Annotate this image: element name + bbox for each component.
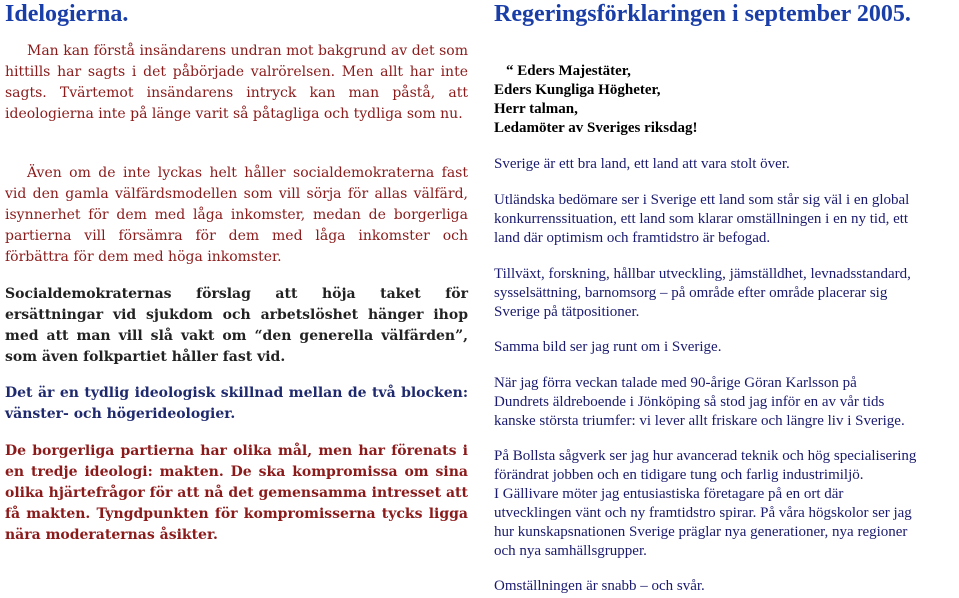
text-line: På Bollsta sågverk ser jag hur avancerad teknik och hög specialisering — [494, 448, 917, 464]
left-paragraph-1: Man kan förstå insändarens undran mot bakgrund av det som hittills har sagts i det påbörjade valrörelsen. Men allt har inte sagts. Tvärtemot insändarens intryck kan man påstå, att ideologierna inte på länge varit så påtagliga och tydliga som nu. — [5, 43, 468, 122]
text-line: Sverige är ett bra land, ett land att vara stolt över. — [494, 156, 790, 172]
salutation-line: “ Eders Majestäter, — [506, 63, 631, 79]
text-line: sysselsättning, barnomsorg – på område efter område placerar sig — [494, 285, 888, 301]
text-line: Utländska bedömare ser i Sverige ett land som står sig väl i en global — [494, 192, 910, 208]
right-paragraph-7 — [494, 577, 959, 596]
text-line: Samma bild ser jag runt om i Sverige. — [494, 339, 722, 355]
right-paragraph-6 — [494, 447, 959, 561]
left-paragraph-3: Socialdemokraternas förslag att höja taket för ersättningar vid sjukdom och arbetslöshet hänger ihop med att man vill slå vakt om “den generella välfärden”, som även folkpartiet håller fast vid. — [5, 286, 468, 365]
right-paragraph-1 — [494, 155, 959, 174]
left-paragraph-5: De borgerliga partierna har olika mål, men har förenats i en tredje ideologi: makten. De ska kompromissa om sina olika hjärtefrågor för att nå det gemensamma intresset att få makten. Tyngdpunkten för kompromisserna tycks ligga nära moderaternas åsikter. — [5, 443, 468, 543]
text-line: och nya samhällsgrupper. — [494, 543, 647, 559]
left-paragraph-2: Även om de inte lyckas helt håller socialdemokraterna fast vid den gamla välfärdsmodellen som vill sörja för allas välfärd, isynnerhet för dem med låga inkomster, medan de borgerliga partierna vill försämra för dem med låga inkomster och förbättra för dem med höga inkomster. — [5, 165, 468, 265]
text-line: utvecklingen vänt och ny framtidstro spirar. På våra högskolor ser jag — [494, 505, 912, 521]
right-paragraph-2 — [494, 191, 959, 248]
text-line: förändrat jobben och en tidigare tung och farlig industrimiljö. — [494, 467, 864, 483]
text-line: Sverige på tätpositioner. — [494, 304, 640, 320]
right-paragraph-5 — [494, 374, 959, 431]
salutation-line: Herr talman, — [494, 101, 578, 117]
text-line: När jag förra veckan talade med 90-årige Göran Karlsson på — [494, 375, 857, 391]
right-heading: Regeringsförklaringen i september 2005. — [494, 1, 911, 27]
text-line: Omställningen är snabb – och svår. — [494, 578, 705, 594]
salutation — [494, 62, 959, 138]
text-line: Tillväxt, forskning, hållbar utveckling, jämställdhet, levnadsstandard, — [494, 266, 911, 282]
left-heading: Idelogierna. — [5, 1, 129, 27]
text-line: kanske största triumfer: vi lever allt friskare och längre liv i Sverige. — [494, 413, 905, 429]
text-line: konkurrenssituation, ett land som klarar omställningen i en ny tid, ett — [494, 211, 909, 227]
left-paragraph-4: Det är en tydlig ideologisk skillnad mellan de två blocken: vänster- och högerideologier. — [5, 385, 468, 422]
text-line: Dundrets äldreboende i Jönköping så stod jag inför en av vår tids — [494, 394, 885, 410]
salutation-line: Eders Kungliga Högheter, — [494, 82, 661, 98]
text-line: land där optimism och framtidstro är befogad. — [494, 230, 771, 246]
text-line: I Gällivare möter jag entusiastiska företagare på en ort där — [494, 486, 844, 502]
right-paragraph-4 — [494, 338, 959, 357]
text-line: hur kunskapsnationen Sverige präglar nya generationer, nya regioner — [494, 524, 908, 540]
right-paragraph-3 — [494, 265, 959, 322]
salutation-line: Ledamöter av Sveriges riksdag! — [494, 120, 698, 136]
